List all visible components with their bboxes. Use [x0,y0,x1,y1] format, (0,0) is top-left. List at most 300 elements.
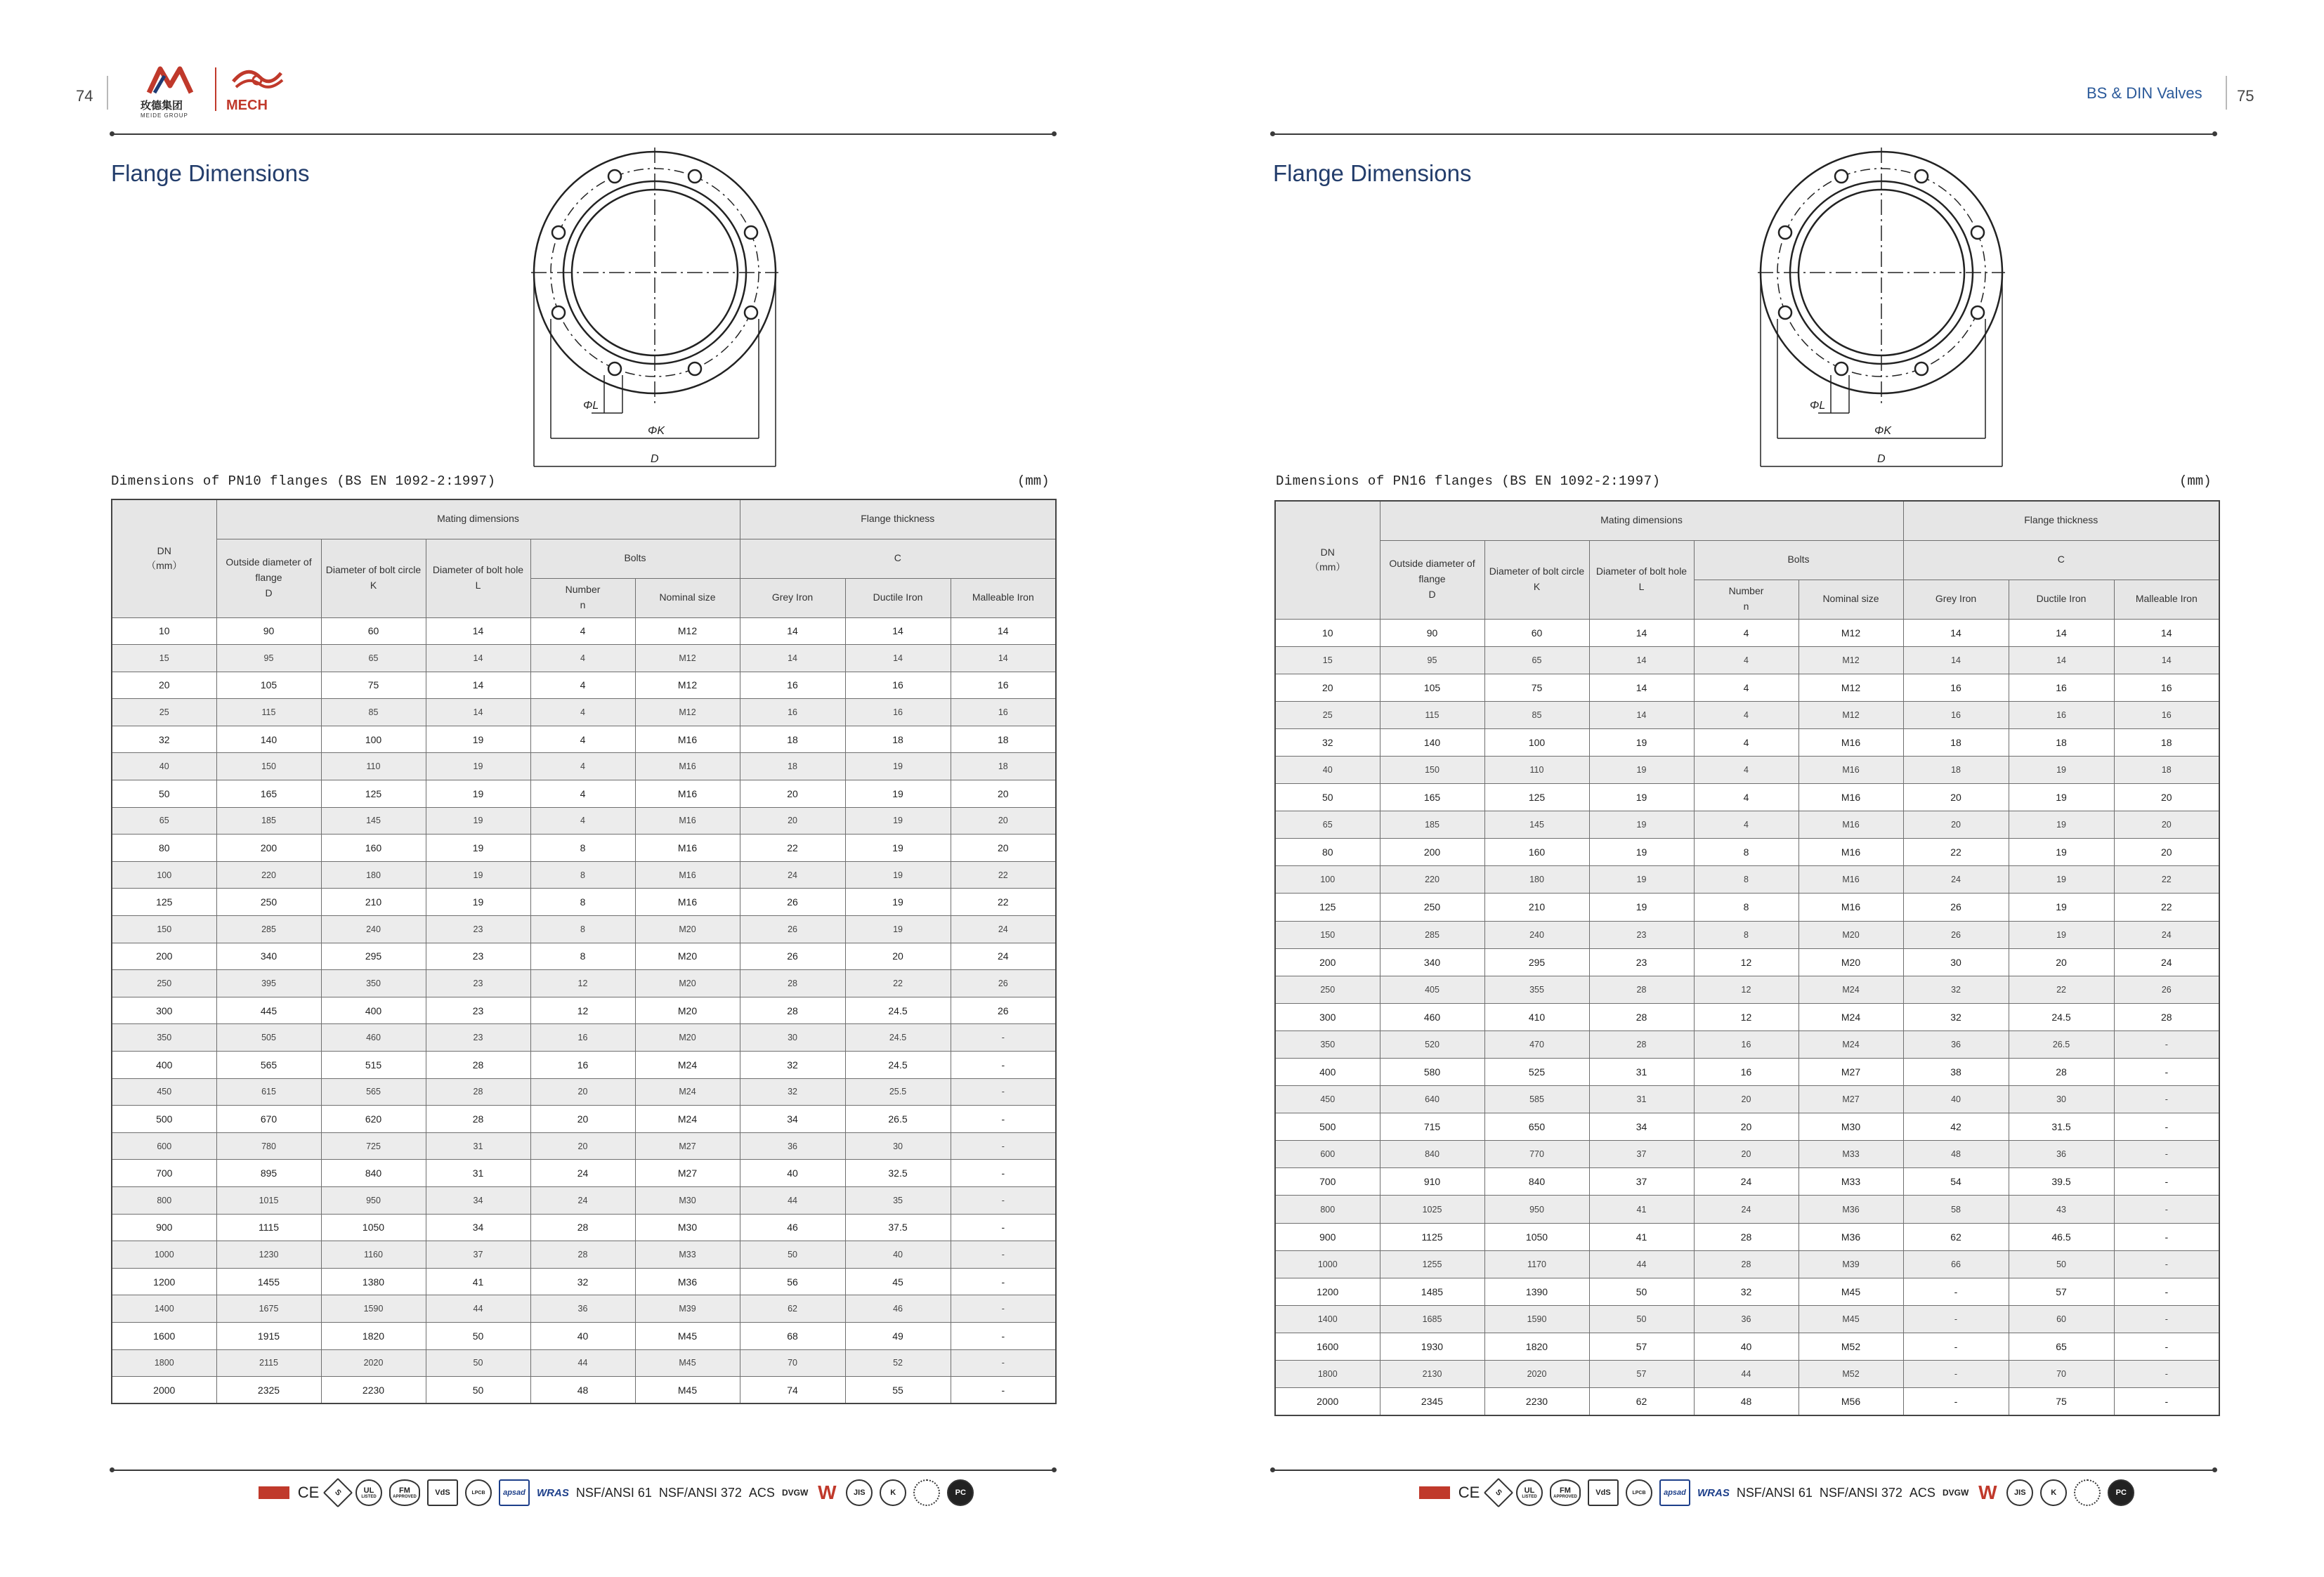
table-cell: M16 [635,889,740,916]
table-cell: 20 [1275,674,1380,701]
table-cell: 65 [321,645,426,672]
table-cell: 615 [216,1078,321,1106]
table-cell: 1455 [216,1268,321,1295]
table-cell: 85 [1484,701,1589,728]
table-cell: 450 [112,1078,216,1106]
table-cell: - [951,1078,1056,1106]
table-cell: M16 [1799,894,1903,921]
table-cell: 24 [2114,948,2219,976]
table-cell: 22 [2114,866,2219,894]
table-cell: - [951,1186,1056,1214]
table-cell: 8 [530,916,635,943]
table-cell: 56 [740,1268,845,1295]
table-cell: 620 [321,1106,426,1133]
table-cell: 26 [1903,894,2009,921]
table-cell: 1255 [1380,1250,1484,1278]
table-cell: 28 [1589,976,1694,1003]
top-rule [112,133,1054,135]
table-cell: 28 [530,1241,635,1269]
logo-divider [215,67,216,111]
table-row [1275,1168,2219,1196]
table-cell: 44 [1589,1250,1694,1278]
table-cell: 20 [2009,948,2114,976]
table-cell: 1000 [1275,1250,1380,1278]
table-cell: 50 [1589,1278,1694,1305]
table-cell: 8 [530,861,635,889]
table-row [1275,1196,2219,1223]
table-cell: 515 [321,1052,426,1079]
table-cell: - [951,1241,1056,1269]
table-cell: 19 [426,780,530,808]
table-cell: 40 [530,1322,635,1349]
table-cell: 240 [1484,921,1589,948]
table-cell: 46.5 [2009,1223,2114,1250]
table-cell: 20 [530,1106,635,1133]
table-cell: 46 [740,1214,845,1241]
divider [2226,76,2227,110]
table-cell: 950 [1484,1196,1589,1223]
fm-sub: APPROVED [393,1494,417,1499]
label-k: ΦK [1874,425,1892,437]
table-cell: M16 [1799,784,1903,811]
dn-unit: （mm） [146,560,183,572]
table-cell: M24 [1799,1030,1903,1058]
table-cell: M39 [1799,1250,1903,1278]
table-cell: M20 [635,1024,740,1052]
table-cell: M16 [635,807,740,835]
header-bolt-circle [1484,540,1589,619]
table-row [112,645,1056,672]
table-cell: 38 [1903,1059,2009,1086]
table-cell: 110 [1484,756,1589,783]
table-cell: 26 [740,889,845,916]
table-cell: 650 [1484,1113,1589,1141]
table-cell: - [951,1322,1056,1349]
table-cell: 12 [1694,948,1799,976]
table-cell: 400 [321,997,426,1024]
table-row [1275,646,2219,674]
table-cell: 16 [740,672,845,699]
table-cell: 1915 [216,1322,321,1349]
table-cell: 18 [2114,728,2219,756]
table-cell: 19 [426,861,530,889]
table-cell: 180 [321,861,426,889]
divider [107,76,108,110]
table-cell: 65 [2009,1333,2114,1360]
table-cell: 16 [1694,1030,1799,1058]
table-row [1275,866,2219,894]
header-mating: Mating dimensions [1380,501,1903,540]
table-cell: 1015 [216,1186,321,1214]
table-cell: 1800 [112,1349,216,1377]
table-cell: 670 [216,1106,321,1133]
table-cell: 14 [845,645,951,672]
table-cell: 295 [1484,948,1589,976]
table-cell: - [1903,1278,2009,1305]
table-cell: M16 [1799,811,1903,839]
label-l: ΦL [583,400,599,412]
table-cell: 1675 [216,1295,321,1323]
table-cell: 1590 [321,1295,426,1323]
table-cell: 340 [1380,948,1484,976]
table-cell: 52 [845,1349,951,1377]
table-cell: 100 [112,861,216,889]
table-row [112,1186,1056,1214]
table-cell: 18 [1903,756,2009,783]
table-cell: M45 [635,1349,740,1377]
table-cell: 220 [216,861,321,889]
table-cell: 1485 [1380,1278,1484,1305]
table-cell: 1000 [112,1241,216,1269]
meide-logo-icon [141,65,204,96]
table-cell: 1820 [1484,1333,1589,1360]
ul-sub: LISTED [361,1494,377,1499]
table-cell: 100 [1275,866,1380,894]
table-cell: 1600 [1275,1333,1380,1360]
table-cell: 40 [1694,1333,1799,1360]
table-cell: 185 [1380,811,1484,839]
table-cell: 40 [1903,1086,2009,1113]
table-cell: 100 [321,726,426,753]
ul-sub: LISTED [1522,1494,1537,1499]
table-cell: 14 [845,617,951,645]
table-cell: 22 [2114,894,2219,921]
table-cell: 19 [845,835,951,862]
table-cell: 28 [1694,1223,1799,1250]
table-cell: 450 [1275,1086,1380,1113]
table-cell: 31 [1589,1059,1694,1086]
table-cell: 22 [2009,976,2114,1003]
table-cell: - [951,1295,1056,1323]
table-cell: M20 [1799,921,1903,948]
mech-logo [226,65,289,114]
table-cell: 26 [740,916,845,943]
header-thickness: Flange thickness [1903,501,2219,540]
table-cell: M16 [1799,728,1903,756]
table-cell: 44 [740,1186,845,1214]
table-cell: 19 [426,726,530,753]
table-row [1275,784,2219,811]
table-cell: 220 [1380,866,1484,894]
table-cell: - [1903,1333,2009,1360]
table-cell: 58 [1903,1196,2009,1223]
table-cell: 40 [845,1241,951,1269]
table-row [112,1322,1056,1349]
table-cell: 32 [1694,1278,1799,1305]
table-cell: 840 [321,1160,426,1187]
table-cell: 19 [2009,894,2114,921]
table-cell: 4 [530,753,635,780]
table-cell: 250 [216,889,321,916]
table-cell: M16 [1799,756,1903,783]
table-cell: 37 [1589,1168,1694,1196]
header-c: C [740,539,1056,578]
mech-logo-icon [226,65,289,96]
bh-symbol: L [475,580,481,591]
table-cell: 28 [426,1106,530,1133]
table-cell: 14 [2114,619,2219,646]
table-cell: 70 [2009,1361,2114,1388]
cert-flag-icon [259,1486,289,1499]
table-cell: 2115 [216,1349,321,1377]
table-cell: M45 [1799,1278,1903,1305]
table-cell: 19 [845,753,951,780]
table-cell: 4 [530,617,635,645]
table-cell: 14 [426,699,530,726]
table-cell: 200 [216,835,321,862]
table-cell: 50 [426,1322,530,1349]
table-cell: 4 [530,672,635,699]
header-number [1694,580,1799,619]
table-row [112,1132,1056,1160]
table-cell: 16 [2009,701,2114,728]
table-cell: 14 [740,645,845,672]
table-cell: - [2114,1223,2219,1250]
table-cell: M20 [1799,948,1903,976]
table-cell: 12 [530,997,635,1024]
table-cell: 28 [740,997,845,1024]
table-cell: 95 [216,645,321,672]
table-cell: 1390 [1484,1278,1589,1305]
cert-vds-icon: VdS [1588,1479,1619,1506]
table-cell: 19 [2009,811,2114,839]
table-cell: 44 [1694,1361,1799,1388]
flange-drawing [528,143,781,473]
table-cell: 23 [426,997,530,1024]
top-rule [1273,133,2214,135]
table-cell: 1050 [1484,1223,1589,1250]
table-cell: 125 [112,889,216,916]
table-row [1275,1141,2219,1168]
table-row [1275,728,2219,756]
table-row [1275,948,2219,976]
table-cell: 28 [1589,1003,1694,1030]
table-cell: M30 [1799,1113,1903,1141]
table-cell: 2230 [1484,1388,1589,1415]
table-cell: 950 [321,1186,426,1214]
table-cell: 31.5 [2009,1113,2114,1141]
table-row [1275,1333,2219,1360]
table-cell: M16 [635,861,740,889]
table-cell: 32 [1903,976,2009,1003]
table-cell: 62 [740,1295,845,1323]
header-grey-iron: Grey Iron [740,578,845,617]
table-cell: - [951,1214,1056,1241]
table-cell: 24 [1694,1196,1799,1223]
cert-kite-icon: K [880,1479,906,1506]
table-cell: 350 [112,1024,216,1052]
table-row [112,1349,1056,1377]
table-cell: 140 [216,726,321,753]
table-cell: 8 [530,943,635,970]
table-cell: M20 [635,997,740,1024]
table-cell: 26 [2114,976,2219,1003]
table-cell: 26.5 [2009,1030,2114,1058]
table-cell: 16 [951,672,1056,699]
bh-label: Diameter of bolt hole [1595,565,1687,577]
table-row [112,1214,1056,1241]
table-row [1275,1003,2219,1030]
table-cell: M24 [1799,1003,1903,1030]
table-cell: 41 [426,1268,530,1295]
table-cell: 20 [845,943,951,970]
table-cell: 1200 [1275,1278,1380,1305]
od-symbol: D [265,587,273,598]
table-cell: 200 [112,943,216,970]
table-cell: 65 [112,807,216,835]
table-cell: 285 [1380,921,1484,948]
table-cell: 16 [2114,701,2219,728]
table-cell: 18 [951,726,1056,753]
table-cell: 20 [530,1132,635,1160]
od-label: Outside diameter of flange [1389,558,1475,585]
table-cell: 8 [530,835,635,862]
table-cell: 2020 [1484,1361,1589,1388]
cert-nsf61: NSF/ANSI 61 [575,1485,652,1500]
table-cell: 400 [1275,1059,1380,1086]
table-cell: 900 [1275,1223,1380,1250]
table-cell: 14 [1589,701,1694,728]
table-cell: 350 [321,970,426,997]
table-cell: M27 [1799,1086,1903,1113]
table-cell: 28 [426,1052,530,1079]
table-cell: 24.5 [845,1052,951,1079]
cert-dvgw-icon: DVGW [1942,1488,1969,1498]
table-cell: 14 [1589,619,1694,646]
cert-acs: ACS [748,1485,775,1500]
table-cell: 105 [1380,674,1484,701]
table-cell: 19 [845,916,951,943]
header-outside-diameter [216,539,321,617]
table-cell: 54 [1903,1168,2009,1196]
table-cell: 20 [1903,784,2009,811]
table-cell: 50 [2009,1250,2114,1278]
table-cell: 75 [2009,1388,2114,1415]
table-cell: 57 [1589,1333,1694,1360]
bc-symbol: K [370,580,377,591]
table-cell: - [951,1024,1056,1052]
table-cell: 4 [530,699,635,726]
table-cell: 165 [216,780,321,808]
table-cell: 445 [216,997,321,1024]
table-cell: 840 [1380,1141,1484,1168]
table-cell: 20 [2114,811,2219,839]
table-cell: 1200 [112,1268,216,1295]
table-cell: 16 [2114,674,2219,701]
table-cell: 50 [426,1377,530,1404]
table-cell: 23 [426,970,530,997]
table-cell: 48 [1903,1141,2009,1168]
table-cell: 31 [1589,1086,1694,1113]
table-cell: 1685 [1380,1305,1484,1333]
table-cell: 780 [216,1132,321,1160]
certification-strip [1419,1477,2134,1509]
table-cell: 210 [321,889,426,916]
table-cell: 1800 [1275,1361,1380,1388]
table-cell: M30 [635,1214,740,1241]
table-cell: 22 [951,861,1056,889]
header-dn [112,499,216,617]
header-bolt-hole [426,539,530,617]
table-cell: 16 [845,699,951,726]
table-cell: 14 [426,672,530,699]
cert-apsad-icon: apsad [499,1479,530,1506]
table-cell: 20 [1903,811,2009,839]
table-row [112,889,1056,916]
table-cell: 23 [426,916,530,943]
table-cell: M16 [635,835,740,862]
table-cell: 185 [216,807,321,835]
table-cell: 75 [321,672,426,699]
table-cell: 150 [112,916,216,943]
table-cell: 715 [1380,1113,1484,1141]
table-cell: 16 [951,699,1056,726]
table-cell: 19 [1589,866,1694,894]
table-cell: 20 [951,835,1056,862]
table-cell: 4 [530,780,635,808]
header-bolts: Bolts [1694,540,1903,580]
table-cell: 48 [530,1377,635,1404]
table-cell: 25 [112,699,216,726]
table-cell: M24 [635,1106,740,1133]
table-cell: 115 [216,699,321,726]
table-cell: 80 [1275,839,1380,866]
table-cell: 28 [2009,1059,2114,1086]
table-cell: 2230 [321,1377,426,1404]
bh-label: Diameter of bolt hole [432,564,524,576]
table-row [112,1241,1056,1269]
table-cell: 2000 [1275,1388,1380,1415]
table-row [112,1377,1056,1404]
table-row [112,943,1056,970]
table-cell: M33 [1799,1168,1903,1196]
table-cell: 74 [740,1377,845,1404]
table-cell: M27 [635,1160,740,1187]
section-tag: BS & DIN Valves [2087,84,2202,102]
table-cell: 410 [1484,1003,1589,1030]
pn10-table-body [112,617,1056,1403]
table-cell: - [1903,1305,2009,1333]
table-cell: 585 [1484,1086,1589,1113]
table-cell: 210 [1484,894,1589,921]
cert-fm-icon [389,1479,420,1506]
page-number: 75 [2237,87,2254,105]
bottom-rule [112,1470,1054,1471]
table-cell: 1380 [321,1268,426,1295]
dn-label: DN [1320,546,1335,558]
table-row [112,970,1056,997]
logo-mech-text: MECH [226,98,268,113]
table-cell: 1050 [321,1214,426,1241]
pn16-table [1274,500,2220,1416]
header-bolts: Bolts [530,539,740,578]
table-cell: 15 [112,645,216,672]
table-cell: M12 [1799,701,1903,728]
table-cell: - [1903,1361,2009,1388]
table-cell: 22 [951,889,1056,916]
table-cell: 14 [951,617,1056,645]
table-cell: 910 [1380,1168,1484,1196]
table-cell: 16 [530,1052,635,1079]
table-cell: 24 [1694,1168,1799,1196]
table-cell: 95 [1380,646,1484,674]
table-cell: 1400 [1275,1305,1380,1333]
table-cell: 24 [740,861,845,889]
cert-acs: ACS [1909,1485,1935,1500]
table-cell: 19 [845,861,951,889]
table-cell: 19 [1589,756,1694,783]
table-cell: 36 [1694,1305,1799,1333]
